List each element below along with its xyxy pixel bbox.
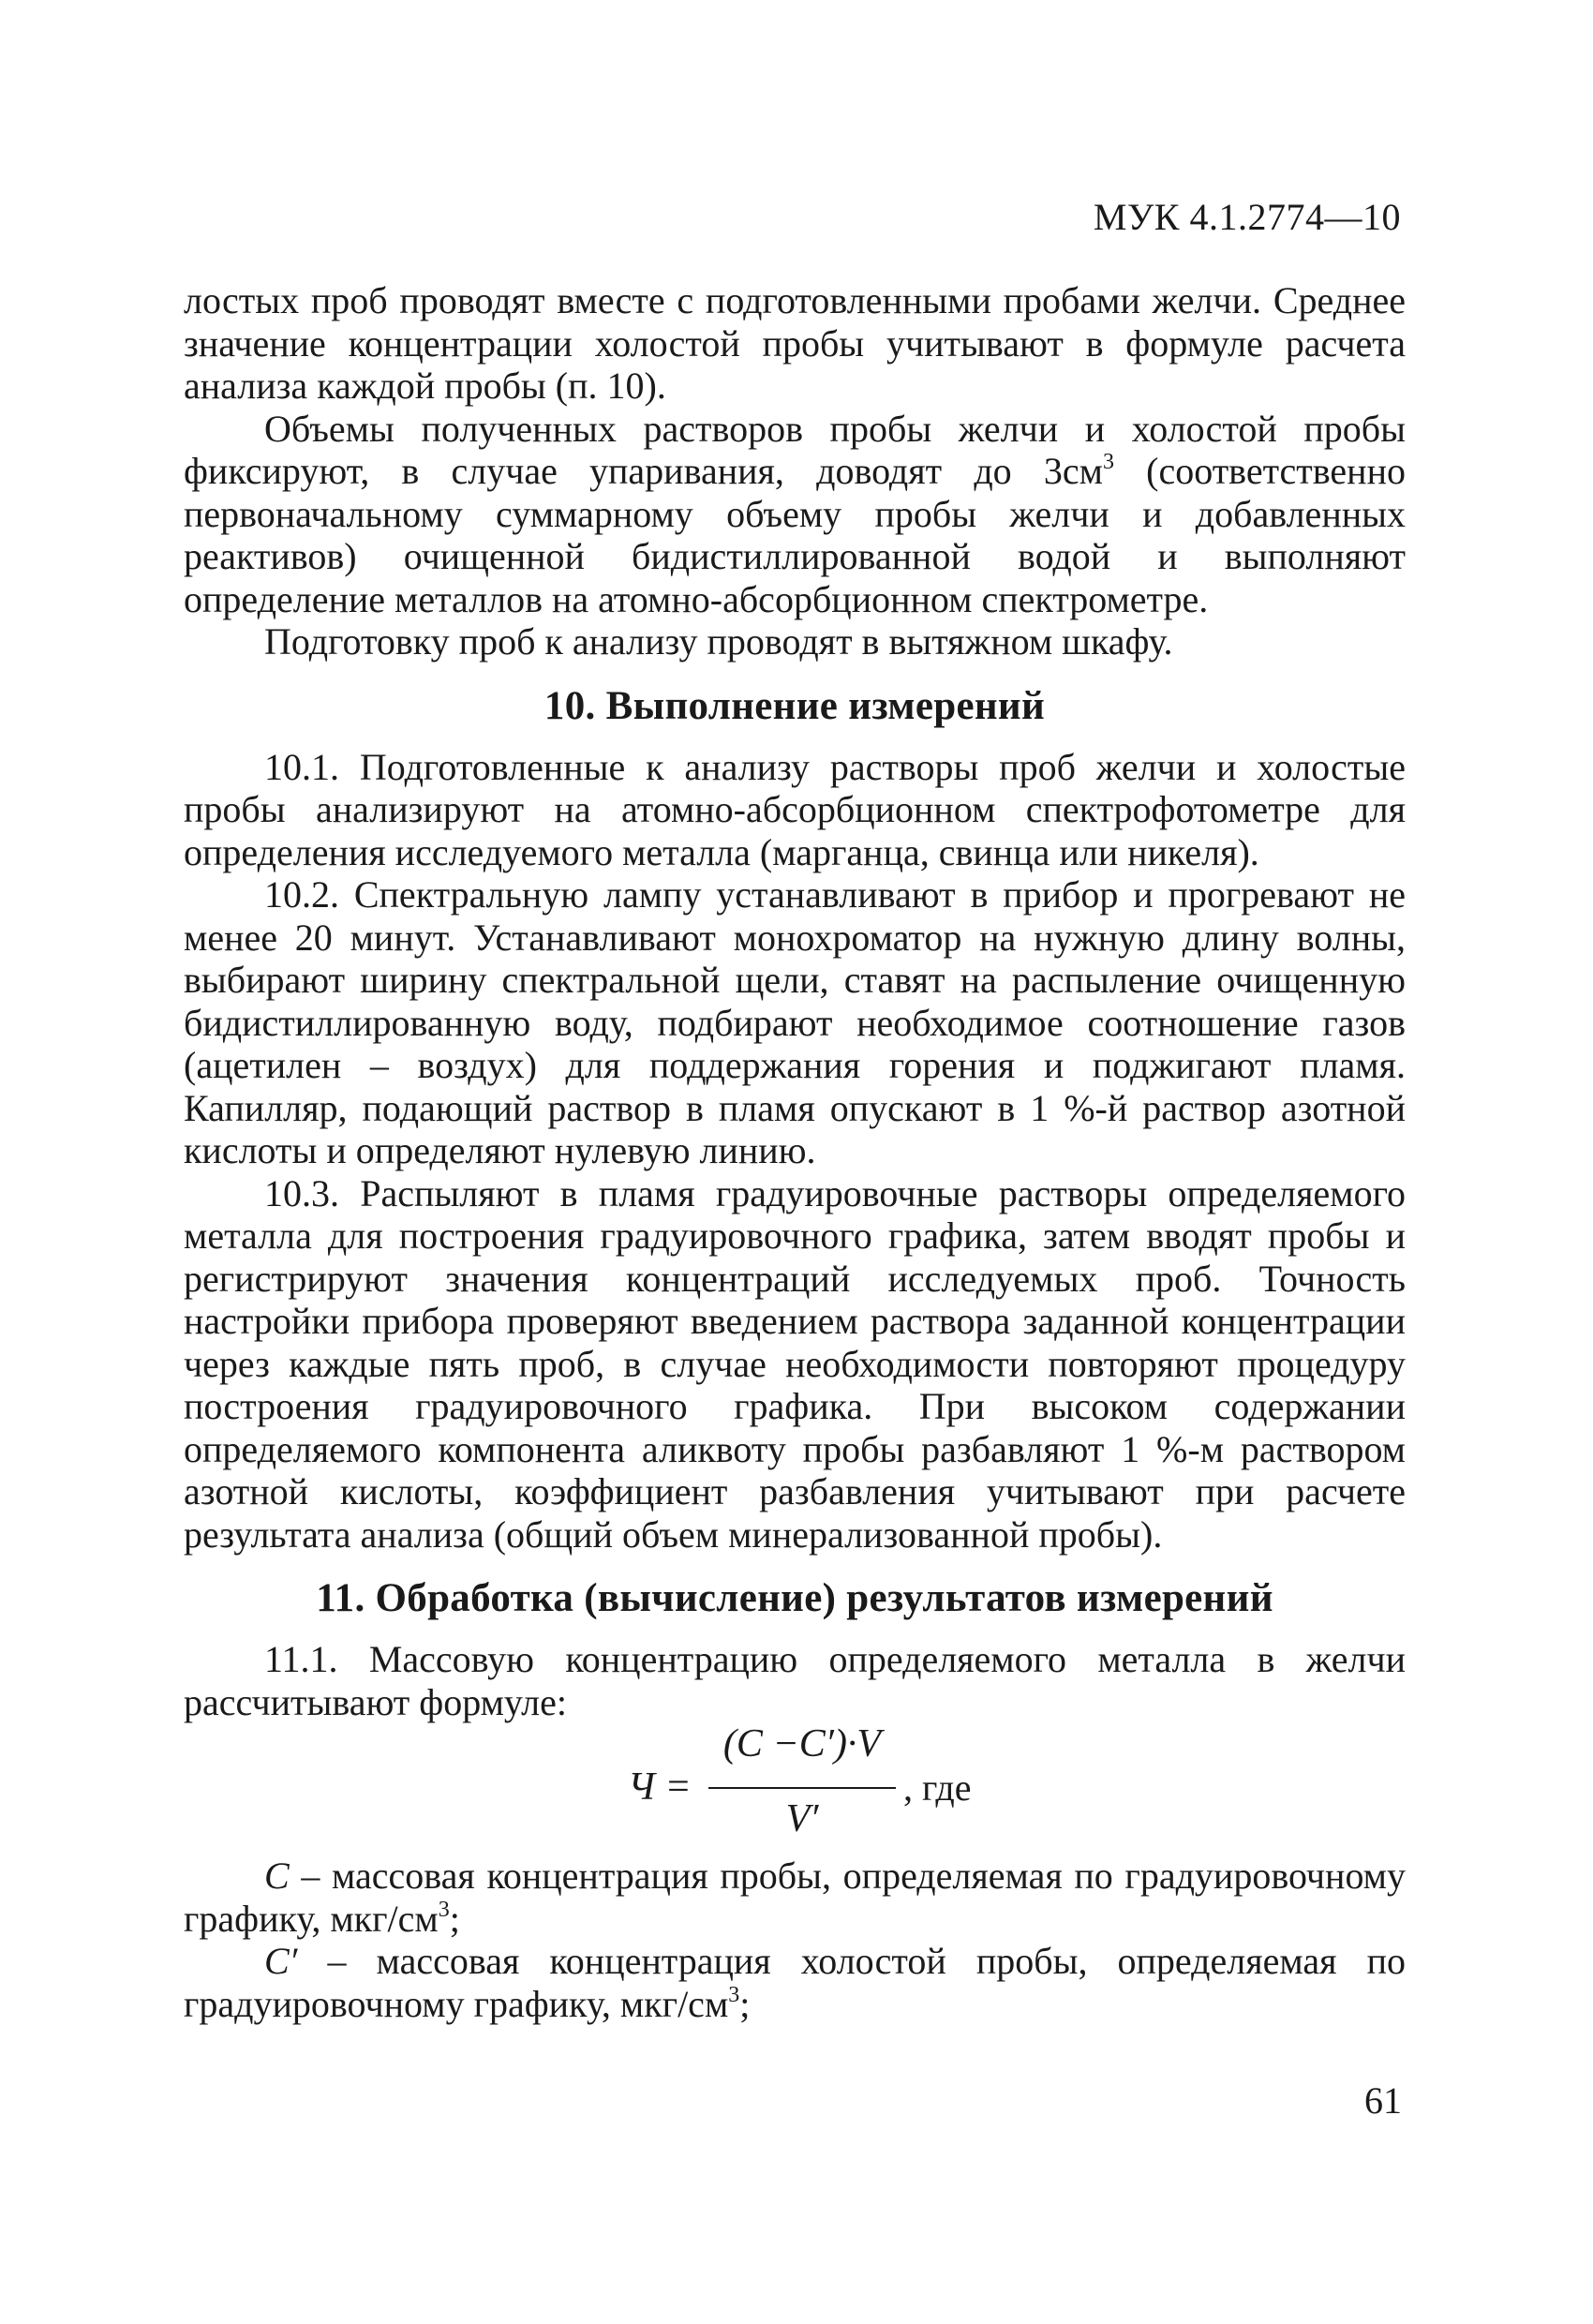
formula-denominator: V′ bbox=[785, 1797, 819, 1840]
superscript: 3 bbox=[728, 1982, 740, 2007]
superscript: 3 bbox=[1102, 450, 1114, 474]
section-10-heading: 10. Выполнение измерений bbox=[543, 683, 1046, 728]
paragraph-10-1: 10.1. Подготовленные к анализу растворы проб желчи и холостые пробы анализируют на атомно-абсорбционном спектрофотометре для определения исследуемого металла (марганца, свинца или никеля). bbox=[184, 745, 1406, 873]
formula-fraction bbox=[708, 1723, 896, 1855]
paragraph-fume-hood: Подготовку проб к анализу проводят в вытяжном шкафу. bbox=[264, 620, 1173, 663]
superscript: 3 bbox=[438, 1897, 450, 1922]
paragraph-10-3: 10.3. Распыляют в пламя градуировочные растворы определяемого металла для построения градуировочного графика, затем вводят пробы и регистрируют значения концентраций исследуемых проб. Точность настройки прибора проверяют введением раствора заданной концентрации через каждые пять проб, в случае необходимости повторяют процедуру построения градуировочного графика. При высоком содержании определяемого компонента аликвоту пробы разбавляют 1 %-м раствором азотной кислоты, коэффициент разбавления учитывают при расчете результата анализа (общий объем минерализованной пробы). bbox=[184, 1171, 1406, 1556]
paragraph-10-2: 10.2. Спектральную лампу устанавливают в прибор и прогревают не менее 20 минут. Устанавливают монохроматор на нужную длину волны, выбирают ширину спектральной щели, ставят на распыление очищенную бидистиллированную воду, подбирают необходимое соотношение газов (ацетилен – воздух) для поддержания горения и поджигают пламя. Капилляр, подающий раствор в пламя опускают в 1 %-й раствор азотной кислоты и определяют нулевую линию. bbox=[184, 873, 1406, 1171]
paragraph-text: Объемы полученных растворов пробы желчи и холостой пробы фиксируют, в случае упаривания, доводят до 3см bbox=[184, 407, 1406, 492]
definition-c-prime bbox=[184, 1940, 1406, 2025]
formula-lhs: Ч = bbox=[628, 1765, 692, 1809]
paragraph-text: (соответственно первоначальному суммарному объему пробы желчи и добавленных реактивов) очищенной бидистиллированной водой и выполняют определение металлов на атомно-абсорбционном спектрометре. bbox=[184, 450, 1406, 620]
definition-end: ; bbox=[739, 1982, 751, 2025]
paragraph-blank-samples: лостых проб проводят вместе с подготовленными пробами желчи. Среднее значение концентрации холостой пробы учитывают в формуле расчета анализа каждой пробы (п. 10). bbox=[184, 279, 1406, 407]
section-11-heading: 11. Обработка (вычисление) результатов измерений bbox=[316, 1576, 1273, 1620]
definition-c bbox=[184, 1855, 1406, 1940]
paragraph-11-1: 11.1. Массовую концентрацию определяемого металла в желчи рассчитывают формуле: bbox=[184, 1638, 1406, 1723]
definition-text: – массовая концентрация холостой пробы, определяемая по градуировочному графику, мкг/см bbox=[184, 1940, 1406, 2025]
variable-symbol: C bbox=[264, 1855, 290, 1897]
fraction-bar bbox=[708, 1787, 896, 1789]
concentration-formula bbox=[184, 1723, 1406, 1855]
formula-numerator: (C −C′)·V bbox=[722, 1722, 882, 1765]
page-number: 61 bbox=[1364, 2079, 1402, 2122]
page-body bbox=[184, 279, 1406, 2025]
paragraph-solution-volumes bbox=[184, 408, 1406, 621]
formula-where: , где bbox=[903, 1766, 972, 1809]
document-code-header: МУК 4.1.2774—10 bbox=[1093, 196, 1401, 238]
definition-end: ; bbox=[449, 1897, 460, 1940]
variable-symbol: C′ bbox=[264, 1940, 298, 1982]
definition-text: – массовая концентрация пробы, определяемая по градуировочному графику, мкг/см bbox=[184, 1855, 1406, 1940]
